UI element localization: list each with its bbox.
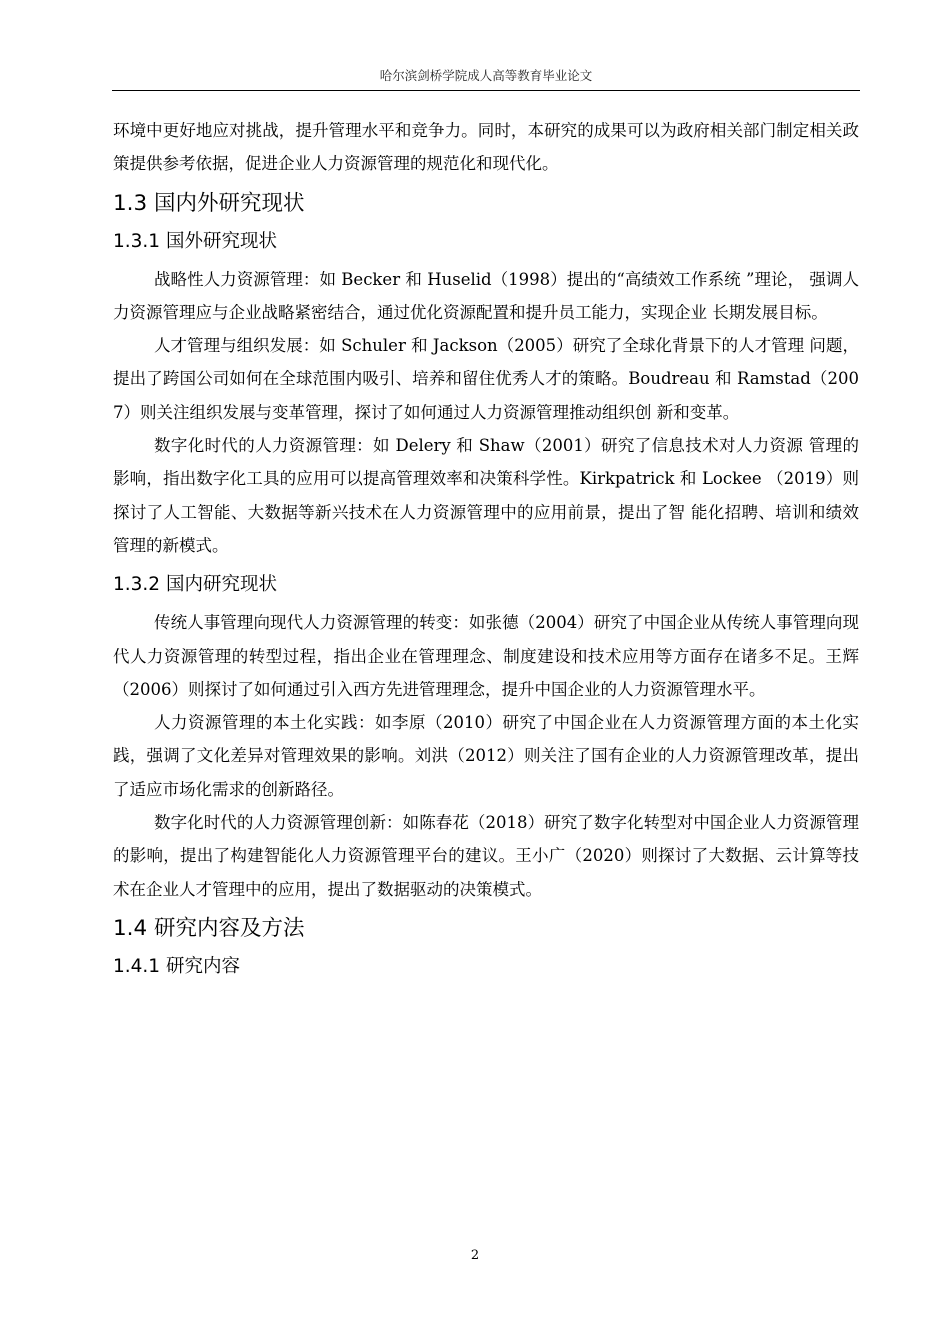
paragraph-intro-continued: 环境中更好地应对挑战，提升管理水平和竞争力。同时，本研究的成果可以为政府相关部门制定相关政策提供参考依据，促进企业人力资源管理的规范化和现代化。 — [113, 121, 859, 174]
paragraph-localization: 人力资源管理的本土化实践：如李原（2010）研究了中国企业在人力资源管理方面的本土化实践，强调了文化差异对管理效果的影响。刘洪（2012）则关注了国有企业的人力资源管理改革，提出了适应市场化需求的创新路径。 — [113, 713, 859, 799]
paragraph-digital-hrm-domestic: 数字化时代的人力资源管理创新：如陈春花（2018）研究了数字化转型对中国企业人力资源管理的影响，提出了构建智能化人力资源管理平台的建议。王小广（2020）则探讨了大数据、云计算等技术在企业人才管理中的应用，提出了数据驱动的决策模式。 — [113, 813, 859, 899]
heading-1-3-1: 1.3.1 国外研究现状 — [113, 230, 277, 252]
page-number: 2 — [470, 1248, 480, 1263]
heading-1-4: 1.4 研究内容及方法 — [113, 915, 305, 941]
heading-1-3: 1.3 国内外研究现状 — [113, 190, 305, 216]
heading-1-3-2: 1.3.2 国内研究现状 — [113, 574, 277, 596]
heading-1-4-1: 1.4.1 研究内容 — [113, 955, 240, 977]
paragraph-transition: 传统人事管理向现代人力资源管理的转变：如张德（2004）研究了中国企业从传统人事管理向现代人力资源管理的转型过程，指出企业在管理理念、制度建设和技术应用等方面存在诸多不足。王辉（2006）则探讨了如何通过引入西方先进管理理念，提升中国企业的人力资源管理水平。 — [113, 613, 859, 699]
paragraph-digital-hrm-foreign: 数字化时代的人力资源管理：如 Delery 和 Shaw（2001）研究了信息技术对人力资源 管理的影响，指出数字化工具的应用可以提高管理效率和决策科学性。Kirkpatrick 和 Lockee （2019）则探讨了人工智能、大数据等新兴技术在人力资源管理中的应用前景，提出了智 能化招聘、培训和绩效管理的新模式。 — [113, 436, 859, 555]
document-body — [113, 114, 859, 988]
page-header: 哈尔滨剑桥学院成人高等教育毕业论文 — [112, 66, 860, 91]
paragraph-talent-management: 人才管理与组织发展：如 Schuler 和 Jackson（2005）研究了全球化背景下的人才管理 问题，提出了跨国公司如何在全球范围内吸引、培养和留住优秀人才的策略。Boudreau 和 Ramstad（2007）则关注组织发展与变革管理，探讨了如何通过人力资源管理推动组织创 新和变革。 — [113, 336, 859, 422]
paragraph-strategic-hrm: 战略性人力资源管理：如 Becker 和 Huselid（1998）提出的“高绩效工作系统 ”理论， 强调人力资源管理应与企业战略紧密结合，通过优化资源配置和提升员工能力，实现企业 长期发展目标。 — [113, 269, 859, 322]
